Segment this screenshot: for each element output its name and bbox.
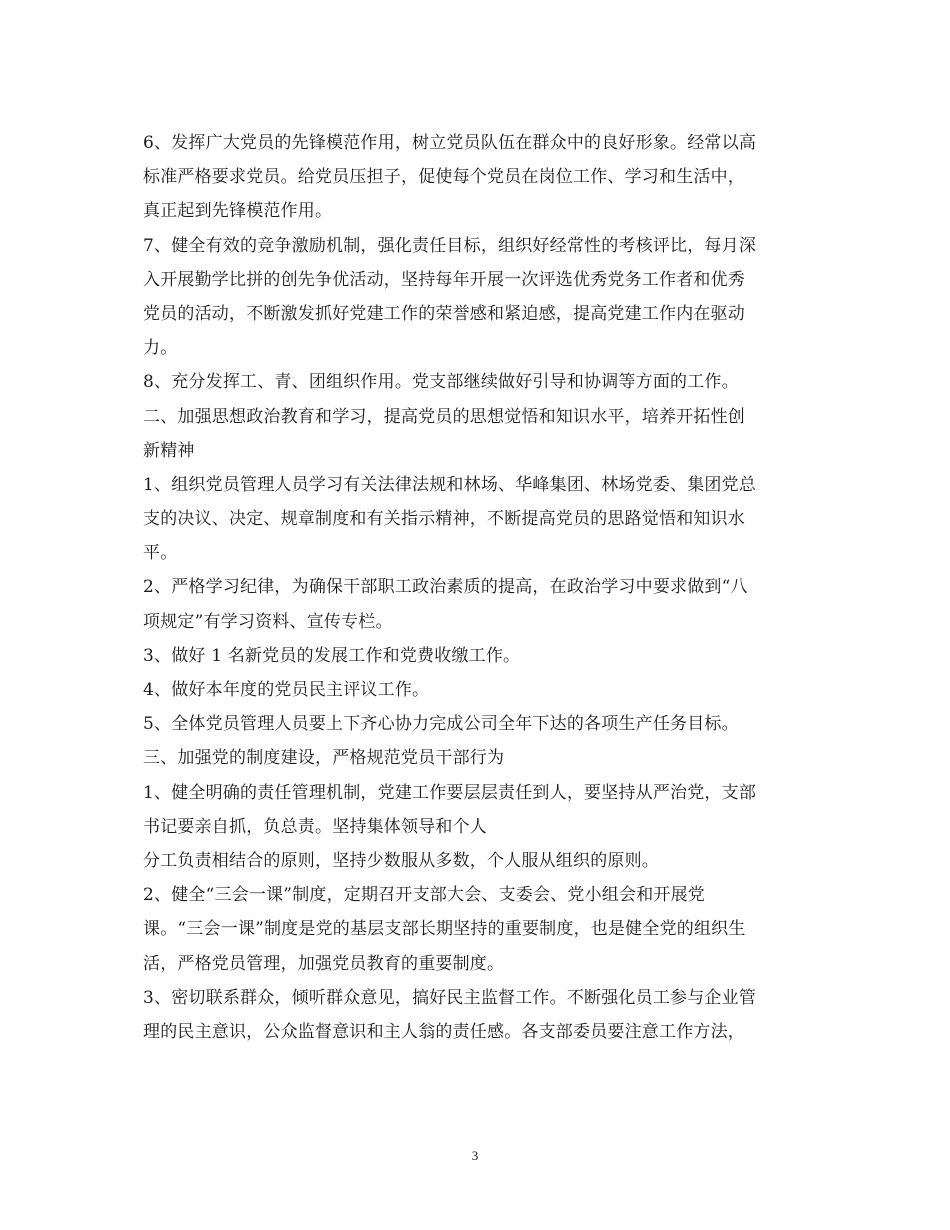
text-line: 标准严格要求党员。给党员压担子，促使每个党员在岗位工作、学习和生活中， bbox=[143, 167, 745, 188]
text-line: 4、做好本年度的党员民主评议工作。 bbox=[143, 680, 430, 700]
text-line: 3、密切联系群众，倾听群众意见，搞好民主监督工作。不断强化员工参与企业管 bbox=[143, 987, 757, 1008]
text-line: 6、发挥广大党员的先锋模范作用，树立党员队伍在群众中的良好形象。经常以高 bbox=[143, 133, 757, 153]
text-line: 3、做好 1 名新党员的发展工作和党费收缴工作。 bbox=[143, 645, 521, 666]
section-heading: 二、加强思想政治教育和学习，提高党员的思想觉悟和知识水平，培养开拓性创 bbox=[143, 406, 745, 427]
text-line: 2、健全“三会一课”制度，定期召开支部大会、支委会、党小组会和开展党 bbox=[143, 885, 705, 906]
text-line: 2、严格学习纪律，为确保干部职工政治素质的提高，在政治学习中要求做到“八 bbox=[143, 577, 748, 598]
text-line: 项规定”有学习资料、宣传专栏。 bbox=[143, 611, 393, 632]
text-line: 7、健全有效的竞争激励机制，强化责任目标，组织好经常性的考核评比，每月深 bbox=[143, 235, 757, 256]
text-line: 8、充分发挥工、青、团组织作用。党支部继续做好引导和协调等方面的工作。 bbox=[143, 372, 739, 393]
text-line: 入开展勤学比拼的创先争优活动，坚持每年开展一次评选优秀党务工作者和优秀 bbox=[143, 269, 745, 290]
text-line: 1、健全明确的责任管理机制，党建工作要层层责任到人，要坚持从严治党，支部 bbox=[143, 782, 757, 803]
text-line: 分工负责相结合的原则，坚持少数服从多数，个人服从组织的原则。 bbox=[143, 850, 659, 871]
page-body bbox=[143, 126, 811, 1049]
text-line: 课。“三会一课”制度是党的基层支部长期坚持的重要制度，也是健全党的组织生 bbox=[143, 919, 746, 940]
text-line: 活，严格党员管理，加强党员教育的重要制度。 bbox=[143, 953, 505, 974]
text-line: 力。 bbox=[143, 338, 178, 359]
text-line: 书记要亲自抓，负总责。坚持集体领导和个人 bbox=[143, 816, 487, 837]
text-line: 支的决议、决定、规章制度和有关指示精神，不断提高党员的思路觉悟和知识水 bbox=[143, 509, 745, 530]
text-line: 1、组织党员管理人员学习有关法律法规和林场、华峰集团、林场党委、集团党总 bbox=[143, 474, 757, 495]
text-line: 5、全体党员管理人员要上下齐心协力完成公司全年下达的各项生产任务目标。 bbox=[143, 714, 739, 735]
section-heading: 三、加强党的制度建设，严格规范党员干部行为 bbox=[143, 748, 505, 769]
text-line: 平。 bbox=[143, 543, 178, 564]
text-line: 真正起到先锋模范作用。 bbox=[143, 201, 333, 222]
page-number: 3 bbox=[471, 1148, 479, 1163]
text-line: 理的民主意识，公众监督意识和主人翁的责任感。各支部委员要注意工作方法， bbox=[143, 1021, 745, 1042]
section-heading: 新精神 bbox=[143, 440, 195, 461]
text-line: 党员的活动，不断激发抓好党建工作的荣誉感和紧迫感，提高党建工作内在驱动 bbox=[143, 303, 745, 324]
